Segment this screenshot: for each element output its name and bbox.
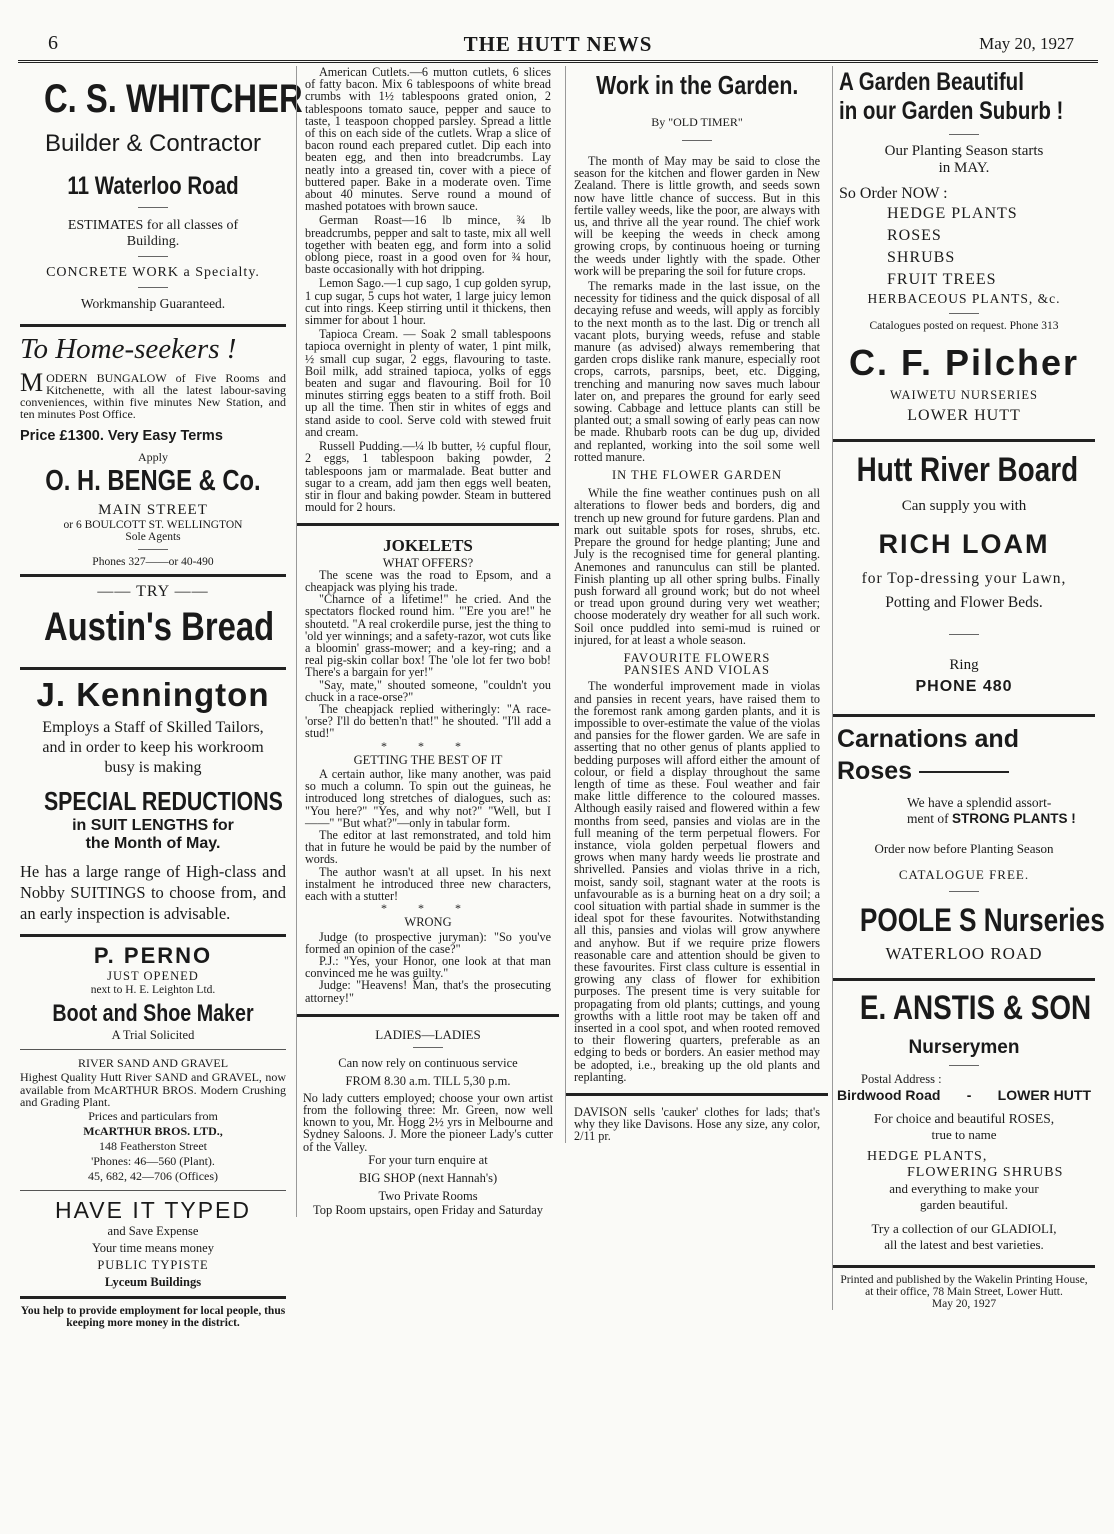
pilcher-season-1: Our Planting Season starts [884, 143, 1044, 159]
stars-divider: * * * [381, 738, 475, 753]
kennington-name: J. Kennington [36, 676, 270, 713]
poole-name: POOLE S Nurseries [859, 902, 1105, 938]
davison-text: DAVISON sells 'cauker' clothes for lads; that's why they like Davisons. Hose any size, any color, 2/11 pr. [574, 1105, 820, 1144]
benge-name: O. H. BENGE & Co. [45, 465, 261, 497]
garden-body [574, 155, 820, 1083]
joke-3-para-3: Judge: "Heavens! Man, that's the prosecuting attorney!" [305, 978, 551, 1005]
recipe-american-cutlets: American Cutlets.—6 mutton cutlets, 6 slices of fatty bacon. Mix 6 tablespoons of white bread crumbs with 1½ tablespoons grated onion, 2 tablespoons tomato sauce, pepper and sauce to taste, 1 teaspoon chopped parsley. Spread a little of this on each side of the cutlets. Wrap a slice of bacon round each prepared cutlet. Dip each into beaten egg, and then into breadcrumbs. Lay neatly into a greased tin, cover with a piece of buttered paper. Bake in a moderate oven. Time about 40 minutes. Serve round a mound of mashed potatoes with brown sauce. [305, 65, 551, 214]
mcarthur-text: Highest Quality Hutt River SAND and GRAVEL, now available from McARTHUR BROS. Modern Crushing and Grading Plant. [20, 1070, 286, 1109]
perno-ad [20, 943, 286, 1043]
perno-opened: JUST OPENED [107, 969, 199, 983]
paper-title: THE HUTT NEWS [463, 32, 653, 56]
garden-byline: By "OLD TIMER" [651, 115, 743, 129]
typed-typiste: PUBLIC TYPISTE [97, 1257, 209, 1272]
river-board-ring: Ring [949, 657, 979, 673]
drop-cap: M [20, 368, 44, 397]
anstis-garden: garden beautiful. [919, 1197, 1009, 1212]
pilcher-name: C. F. Pilcher [848, 342, 1080, 383]
ladies-rooms: Two Private Rooms [378, 1188, 478, 1203]
stars-divider: * * * [381, 901, 475, 916]
ladies-line-2: FROM 8.30 a.m. TILL 5,30 p.m. [345, 1073, 511, 1088]
joke-3-para-1: Judge (to prospective juryman): "So you've formed an opinion of the case?" [305, 929, 551, 956]
favourite-flowers-subhead: FAVOURITE FLOWERS [623, 650, 771, 665]
help-notice: You help to provide employment for local people, thus keeping more money in the district. [20, 1304, 286, 1329]
whitcher-trade: Builder & Contractor [44, 130, 262, 157]
whitcher-address: 11 Waterloo Road [67, 172, 239, 200]
ladies-ad [297, 1027, 559, 1217]
mcarthur-ad [20, 1056, 286, 1184]
poole-text-1: We have a splendid assort- [907, 795, 1052, 810]
perno-next: next to H. E. Leighton Ltd. [90, 984, 216, 996]
anstis-address [837, 1087, 1091, 1103]
pilcher-order: So Order NOW : [839, 185, 948, 202]
pilcher-season-2: in MAY. [938, 160, 990, 176]
recipe-german-roast: German Roast—16 lb mince, ¾ lb breadcrumbs, pepper and salt to taste, mix all well together with beaten egg, and form into a solid oblong piece, roast in a good oven for ¾ hour, baste occasionally with hot dripping. [305, 213, 551, 277]
garden-para-1: The month of May may be said to close the season for the kitchen and flower garden in New Zealand. There is little growth, and seeds sown now have little chance of success. But in this fertile valley weeds, like the poor, are always with us, and thrive all the year round. The chief work will be keeping the weeds in check among growing crops, by continuous hoeing or turning the weeds under lightly with the spade. Other work will be preparing the soil for future crops. [574, 154, 820, 278]
anstis-flowering: FLOWERING SHRUBS [907, 1165, 1064, 1180]
anstis-addr-1: Birdwood Road [837, 1087, 941, 1103]
mcarthur-firm: McARTHUR BROS. LTD., [83, 1123, 223, 1138]
joke-2-para-3: The author wasn't at all upset. In his next instalment he introduced three new characters, each with a stutter! [305, 864, 551, 903]
joke-3-para-2: P.J.: "Yes, your Honor, one look at that man convinced me he was guilty." [305, 954, 551, 981]
austin-ad [20, 583, 286, 653]
typed-save: and Save Expense [107, 1223, 199, 1238]
anstis-true: true to name [931, 1127, 997, 1142]
homeseekers-price: Price £1300. Very Easy Terms [20, 428, 223, 444]
anstis-sub: Nurserymen [908, 1037, 1020, 1058]
jokelets-wrong: WRONG [404, 915, 452, 930]
recipes [297, 66, 559, 513]
garden-article [566, 70, 828, 1083]
jokelets-getting-best: GETTING THE BEST OF IT [353, 752, 503, 767]
ladies-top: Top Room upstairs, open Friday and Saturday [313, 1202, 543, 1217]
pilcher-catalogues: Catalogues posted on request. Phone 313 [869, 320, 1059, 332]
kennington-special: SPECIAL REDUCTIONS [43, 786, 283, 816]
anstis-choice: For choice and beautiful ROSES, [873, 1111, 1055, 1126]
poole-road: WATERLOO ROAD [885, 944, 1043, 963]
typed-heading: HAVE IT TYPED [55, 1196, 251, 1223]
benge-phones: Phones 327——or 40-490 [92, 556, 214, 568]
poole-heading-1: Carnations and [837, 725, 1019, 753]
whitcher-name: C. S. WHITCHER [43, 77, 303, 121]
joke-2-para-1: A certain author, like many another, was paid so much a column. To spin out the guineas, he introduced long stretches of dialogues, such as: "You here?" "Yes, and why not?" "Well, but I——" "But what?"—only in tabular form. [305, 766, 551, 830]
ladies-turn: For your turn enquire at [368, 1152, 488, 1167]
homeseekers-apply: Apply [138, 450, 168, 464]
ladies-body: No lady cutters employed; choose your own artist from the following three: Mr. Green, now well known to you, Mr. Hogg 2½ yrs in Melbourne and Sydney Saloons. J. More the pioneer Lady's cutter of the Valley. [303, 1090, 553, 1154]
anstis-dash: - [966, 1087, 972, 1103]
pilcher-item-1: HEDGE PLANTS [887, 205, 1018, 222]
typed-time: Your time means money [92, 1240, 214, 1255]
perno-name: P. PERNO [93, 943, 213, 968]
pilcher-nursery: WAIWETU NURSERIES [890, 388, 1038, 402]
pansies-violas-subhead: PANSIES AND VIOLAS [624, 663, 770, 678]
pilcher-item-3: SHRUBS [887, 249, 956, 266]
mcarthur-street: 148 Featherston Street [99, 1138, 207, 1153]
pilcher-item-4: FRUIT TREES [887, 271, 997, 288]
jokelets-heading: JOKELETS [383, 536, 473, 556]
pilcher-heading-1: A Garden Beautiful [839, 68, 1024, 96]
recipe-russell-pudding: Russell Pudding.—¼ lb butter, ½ cupful flour, 2 eggs, 1 tablespoon baking powder, 2 tablespoons jam or marmalade. Beat butter and sugar to a cream, add jam then eggs well beaten, stir in flour and baking powder. Steam in buttered mould for 2 hours. [305, 439, 551, 515]
imprint: Printed and published by the Wakelin Printing House, at their office, 78 Main Street, Lower Hutt. [840, 1274, 1088, 1298]
anstis-try: Try a collection of our GLADIOLI, [871, 1221, 1057, 1236]
river-board-for: for Top-dressing your Lawn, [861, 570, 1067, 587]
whitcher-concrete: CONCRETE WORK a Specialty. [46, 265, 260, 280]
benge-sole: Sole Agents [125, 531, 181, 543]
pilcher-heading-2: in our Garden Suburb ! [839, 97, 1064, 125]
garden-heading: Work in the Garden. [596, 70, 799, 100]
river-board-potting: Potting and Flower Beds. [885, 594, 1043, 611]
river-board-loam: RICH LOAM [878, 529, 1050, 559]
jokelets [297, 536, 559, 1005]
garden-para-2: The remarks made in the last issue, on the necessity for tidiness and the quick disposal of all decaying refuse and weeds, will apply as forcibly to the next month as to the last. Dig or trench all vacant plots, burying weeds, refuse and stable manure (as advised) always remembering that garden crops dislike rank manure, especially root crops, carrots, parsnips, beet, etc. Digging, trenching and manuring now saves much labour later on, and prepares the ground for early seed sowing. Cabbage and lettuce plants can still be planted out; a small sowing of early peas can now be made. Rhubarb roots can be dug up, divided and replanted, working into the soil some well rotted manure. [574, 279, 820, 464]
joke-1-para-1: The scene was the road to Epsom, and a cheapjack was plying his trade. [305, 567, 551, 594]
recipe-lemon-sago: Lemon Sago.—1 cup sago, 1 cup golden syrup, 1 cup sugar, 5 cups hot water, 1 large juicy lemon cut into rings. Keep stirring until it thickens, then simmer for about 1 hour. [305, 276, 551, 328]
anstis-hedge: HEDGE PLANTS, [867, 1149, 988, 1164]
homeseekers-heading: To Home-seekers ! [20, 333, 237, 365]
benge-alt: or 6 BOULCOTT ST. WELLINGTON [63, 519, 243, 531]
pilcher-ad [833, 68, 1095, 425]
poole-ad [833, 723, 1105, 964]
masthead [18, 30, 1098, 63]
pilcher-herb: HERBACEOUS PLANTS, &c. [867, 291, 1061, 306]
homeseekers-body: ODERN BUNGALOW of Five Rooms and Kitchenette, with all the latest labour-saving conveniences, within five minutes New Station, and ten minutes Post Office. [20, 371, 286, 421]
joke-1-para-4: The cheapjack replied witheringly: "A race-'orse? I'll do betten'n that!" he shouted. "I'll add a stud!" [305, 701, 551, 741]
benge-street: MAIN STREET [98, 502, 208, 518]
poole-text-2a: ment of [907, 811, 952, 826]
whitcher-ad [20, 74, 303, 312]
column-1 [20, 66, 303, 1329]
whitcher-estimates: ESTIMATES for all classes of Building. [67, 218, 239, 249]
poole-heading-2-text: Roses [837, 757, 913, 785]
anstis-every: and everything to make your [889, 1181, 1039, 1196]
poole-catalogue: CATALOGUE FREE. [898, 867, 1030, 882]
perno-trade: Boot and Shoe Maker [52, 1000, 254, 1027]
ladies-shop: BIG SHOP (next Hannah's) [358, 1170, 498, 1185]
kennington-text: Employs a Staff of Skilled Tailors, and in order to keep his workroom busy is making [42, 719, 264, 776]
river-board-phone: PHONE 480 [915, 678, 1013, 695]
mcarthur-prices: Prices and particulars from [88, 1108, 218, 1123]
pilcher-item-2: ROSES [887, 227, 942, 244]
ladies-line-1: Can now rely on continuous service [338, 1055, 518, 1070]
poole-text-2 [837, 811, 1091, 827]
column-3 [565, 66, 828, 1143]
joke-1-para-2: "Charnce of a lifetime!" he cried. And the spectators flocked round him. "'Ere you are!" he shoutetd. "A real crokerdile purse, jest the thing to 'old yer winnings; and a safety-razor, wot cuts like a bloomin' grass-mower; and a key-ring; and a real pig-skin collar box! The 'ole lot fer two bob! There's a bargain for yer!" [305, 592, 551, 680]
perno-trial: A Trial Solicited [111, 1028, 195, 1042]
column-4 [832, 66, 1105, 1310]
mcarthur-phones-1: 'Phones: 46—560 (Plant). [91, 1153, 215, 1168]
pilcher-town: LOWER HUTT [907, 407, 1021, 424]
page-number: 6 [48, 32, 58, 54]
mcarthur-phones-2: 45, 682, 42—706 (Offices) [87, 1168, 219, 1183]
mcarthur-heading: RIVER SAND AND GRAVEL [77, 1056, 229, 1070]
flower-garden-subhead: IN THE FLOWER GARDEN [611, 468, 783, 483]
typed-ad [20, 1197, 286, 1290]
garden-para-3: While the fine weather continues push on all alterations to flower beds and borders, dig and trench up new ground for future gardens. Plan and mark out suitable spots for roses, shrubs, etc. Prepare the ground for hedge planting; June and July is the recognised time for general planting. Anemones and ranunculus can still be planted. Finish planting up all other spring bulbs. Finally push forward all ground work; but do not wheel or tread upon ground during very wet weather; choose moderately dry weather for all such work. Soil once puddled into semi-mud is ruined or injured, for at least a whole season. [574, 486, 820, 647]
anstis-addr-2: LOWER HUTT [997, 1087, 1091, 1103]
kennington-tail: He has a large range of High-class and Nobby SUITINGS to choose from, and an early inspection is advisable. [20, 862, 286, 923]
whitcher-guarantee: Workmanship Guaranteed. [80, 296, 226, 311]
garden-para-4: The wonderful improvement made in violas and pansies in recent years, have raised them to the foremost rank among garden plants, and it is impossible to over-estimate the value of the violas and pansies for the flower garden. We are safe in asserting that no other genus of plants applied to bedding purposes will afford either the amount of colour, or field a display throughout the same length of time as these. Foul weather and fair make little difference to the coloured masses. Although easily raised and flowered within a few months from seed, pansies and violas are in the full meaning of the term perpetual flowers. For instance, viola golden perpetual flowers and grows when many hardy weeds lie prostrate and shrivelled. Pansies and violas thrive in a rich, moist, sandy soil, stagnant water at the roots is unfavourable as is a burning heat on a dry soil; a cool situation with partial shade in summer is the ideal spot for these favourites. Notwithstanding all this, pansies and violas will grow anywhere and anyhow. But if we require prize flowers reasonable care and attention should be given to these favourites. First class culture is essential in growing any class of flower for exhibition purposes. The present time is very suitable for propagating from old plants; cuttings, and young growths with a little root may be taken off and inserted in a cool spot, and when rooted removed to their flowering quarters, preferable as an edging to beds or borders. An easier method may be adopted, i.e., breaking up the old plants and replanting. [574, 679, 820, 1084]
column-2 [296, 66, 559, 1217]
joke-2-para-2: The editor at last remonstrated, and told him that in future he would be paid by the number of words. [305, 827, 551, 867]
kennington-ad [20, 676, 286, 924]
homeseekers-ad [20, 333, 286, 568]
poole-text-2b: STRONG PLANTS ! [952, 811, 1076, 826]
davison-ad [566, 1106, 828, 1143]
anstis-ad [833, 987, 1095, 1253]
river-board-ad [833, 448, 1095, 696]
joke-1-para-3: "Say, mate," shouted someone, "couldn't you chuck in a race-orse?" [305, 677, 551, 704]
austin-name: Austin's Bread [43, 605, 275, 649]
austin-try: —— TRY —— [97, 583, 209, 600]
recipe-tapioca-cream: Tapioca Cream. — Soak 2 small tablespoons tapioca overnight in plenty of water, 1 pint milk, ½ small cup sugar, 2 eggs, flavouring to taste. Boil milk, add strained tapioca, yolks of eggs beaten and sugar and flavouring. Boil for 10 minutes stirring eggs beaten to a stiff froth. Boil up all the time. Then stir in whites of eggs and stand aside to cool. Serve cold with stewed fruit and cream. [305, 327, 551, 439]
river-board-supply: Can supply you with [901, 498, 1027, 514]
anstis-postal: Postal Address : [861, 1072, 942, 1086]
imprint-date: May 20, 1927 [931, 1298, 997, 1310]
typed-bldg: Lyceum Buildings [104, 1274, 202, 1289]
river-board-name: Hutt River Board [856, 451, 1079, 489]
anstis-name: E. ANSTIS & SON [859, 989, 1092, 1027]
kennington-suit: in SUIT LENGTHS for [72, 817, 234, 834]
anstis-latest: all the latest and best varieties. [884, 1237, 1044, 1252]
issue-date: May 20, 1927 [979, 34, 1074, 53]
jokelets-what-offers: WHAT OFFERS? [382, 555, 474, 570]
poole-heading-2 [837, 755, 1091, 787]
kennington-month: the Month of May. [85, 835, 221, 852]
ladies-heading: LADIES—LADIES [375, 1026, 481, 1042]
homeseekers-text [20, 368, 286, 421]
poole-order: Order now before Planting Season [874, 841, 1054, 856]
